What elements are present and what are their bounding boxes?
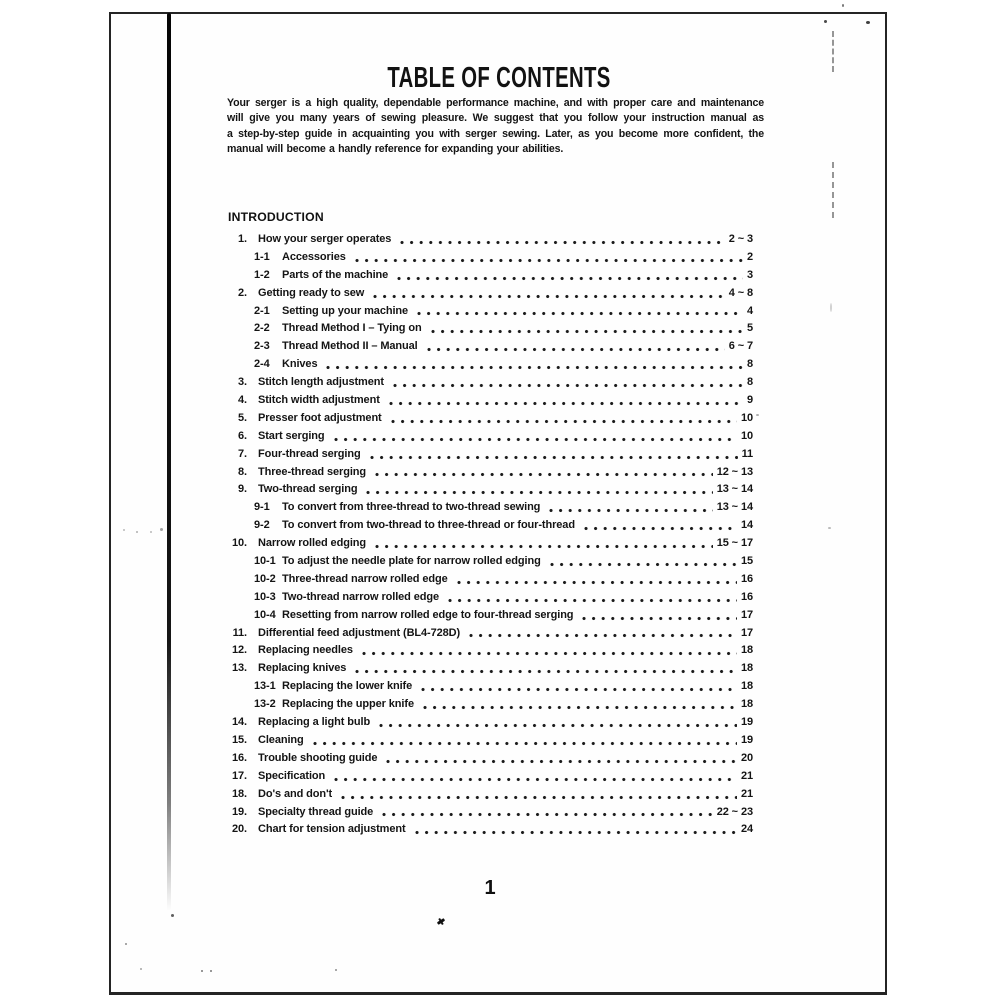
scan-speckle	[335, 969, 337, 971]
toc-entry	[218, 481, 753, 499]
scan-speckle	[150, 531, 152, 533]
dot-leader	[379, 723, 737, 728]
dot-leader	[550, 562, 737, 567]
toc-entry-number: 4.	[238, 394, 247, 407]
dot-leader	[355, 258, 743, 263]
toc-entry-title: Setting up your machine	[282, 304, 409, 317]
toc-entry-number: 10.	[232, 537, 247, 550]
toc-entry-title: Cleaning	[258, 733, 304, 746]
toc-entry-page: 4	[746, 304, 753, 317]
dot-leader	[421, 687, 737, 692]
dot-leader	[417, 311, 743, 316]
toc-entry-title: Replacing the upper knife	[282, 698, 414, 711]
dot-leader	[375, 472, 713, 477]
toc-entry-number: 19.	[232, 805, 247, 818]
toc-entry-number: 10-4	[254, 608, 276, 621]
toc-entry	[218, 499, 753, 517]
dot-leader	[334, 437, 737, 442]
dot-leader	[393, 383, 743, 388]
toc-entry-page: 24	[740, 823, 753, 836]
toc-entry-number: 11.	[232, 626, 247, 639]
toc-entry-title: Presser foot adjustment	[258, 411, 382, 424]
scan-speckle	[171, 914, 174, 917]
toc-entry-title: Replacing the lower knife	[282, 680, 413, 693]
section-heading: INTRODUCTION	[228, 210, 324, 225]
toc-entry-title: Accessories	[282, 250, 346, 263]
toc-entry	[218, 642, 753, 660]
toc-entry	[218, 517, 753, 535]
toc-entry-title: Replacing needles	[258, 644, 353, 657]
toc-entry	[218, 392, 753, 410]
toc-entry-title: Knives	[282, 358, 318, 371]
intro-paragraph	[227, 96, 764, 158]
toc-entry-page: 11	[741, 447, 753, 460]
scan-speckle	[123, 529, 125, 531]
dot-leader	[431, 329, 743, 334]
toc-entry-title: Specification	[258, 769, 326, 782]
toc-entry-number: 10-3	[254, 590, 276, 603]
toc-entry-title: Getting ready to sew	[258, 286, 365, 299]
toc-entry-page: 6 ~ 7	[728, 340, 753, 353]
scan-speckle	[830, 303, 832, 312]
toc-entry-title: Replacing knives	[258, 662, 347, 675]
toc-entry-title: Specialty thread guide	[258, 805, 374, 818]
toc-entry-title: Start serging	[258, 429, 325, 442]
dot-leader	[415, 830, 737, 835]
scan-gutter-line	[167, 13, 171, 911]
toc-entry-title: Resetting from narrow rolled edge to four-thread serging	[282, 608, 574, 621]
scan-speckle	[136, 531, 138, 533]
dot-leader	[400, 240, 724, 245]
toc-entry-title: Two-thread narrow rolled edge	[282, 590, 440, 603]
toc-entry-title: Thread Method II – Manual	[282, 340, 418, 353]
intro-line: a step-by-step guide in acquainting you with serger sewing. Later, as you become more confident, the	[227, 127, 764, 140]
toc-entry-page: 18	[740, 680, 753, 693]
intro-line: will give you many years of sewing pleasure. We suggest that you follow your instruction manual as	[227, 112, 764, 125]
dot-leader	[391, 419, 737, 424]
toc-entry-number: 12.	[232, 644, 247, 657]
toc-entry	[218, 625, 753, 643]
toc-entry-title: Four-thread serging	[258, 447, 361, 460]
toc-entry	[218, 303, 753, 321]
toc-entry-number: 3.	[238, 376, 247, 389]
toc-entry	[218, 231, 753, 249]
toc-entry-number: 15.	[232, 733, 247, 746]
toc-entry-number: 13-2	[254, 698, 276, 711]
toc-entry	[218, 750, 753, 768]
toc-entry-page: 10	[740, 429, 753, 442]
toc-entry-page: 14	[740, 519, 753, 532]
toc-entry-page: 15	[740, 555, 753, 568]
toc-entry-number: 5.	[238, 411, 247, 424]
toc-entry-number: 18.	[232, 787, 247, 800]
toc-entry-title: Parts of the machine	[282, 268, 389, 281]
toc-entry	[218, 374, 753, 392]
dot-leader	[549, 508, 712, 513]
toc-entry	[218, 410, 753, 428]
scan-speckle	[842, 4, 844, 7]
toc-entry	[218, 249, 753, 267]
toc-entry-number: 1-2	[254, 268, 270, 281]
toc-entry-number: 9-1	[254, 501, 270, 514]
dot-leader	[326, 365, 742, 370]
toc-entry-number: 2-3	[254, 340, 270, 353]
scan-speckle	[756, 414, 759, 416]
toc-entry-number: 6.	[238, 429, 247, 442]
toc-entry-page: 16	[740, 590, 753, 603]
toc-entry-page: 20	[740, 751, 753, 764]
toc-entry-page: 18	[740, 662, 753, 675]
toc-entry-number: 2-2	[254, 322, 270, 335]
toc-entry-number: 10-1	[254, 555, 276, 568]
toc-entry-page: 19	[740, 733, 753, 746]
dot-leader	[457, 580, 737, 585]
dot-leader	[469, 633, 737, 638]
toc-entry	[218, 464, 753, 482]
dot-leader	[427, 347, 725, 352]
toc-entry-number: 14.	[232, 716, 247, 729]
page-title: TABLE OF CONTENTS	[387, 62, 611, 95]
toc-entry-page: 4 ~ 8	[728, 286, 753, 299]
toc-entry	[218, 320, 753, 338]
toc-entry	[218, 660, 753, 678]
toc-entry-page: 13 ~ 14	[716, 501, 753, 514]
dot-leader	[386, 759, 737, 764]
toc-entry-number: 10-2	[254, 572, 276, 585]
toc-entry-number: 7.	[238, 447, 247, 460]
toc-entry-number: 1-1	[254, 250, 270, 263]
dot-leader	[341, 795, 737, 800]
toc-entry-title: Narrow rolled edging	[258, 537, 367, 550]
toc-entry-title: To convert from three-thread to two-thread sewing	[282, 501, 541, 514]
toc-entry-number: 9.	[238, 483, 247, 496]
toc-entry-page: 2	[746, 250, 753, 263]
toc-entry-page: 10	[740, 411, 753, 424]
toc-entry-number: 2-1	[254, 304, 270, 317]
toc-entry-title: Differential feed adjustment (BL4-728D)	[258, 626, 461, 639]
toc-entry-number: 1.	[238, 233, 247, 245]
toc-entry	[218, 338, 753, 356]
dot-leader	[366, 490, 712, 495]
toc-entry-title: Stitch width adjustment	[258, 394, 380, 407]
toc-entry	[218, 589, 753, 607]
toc-entry-title: Trouble shooting guide	[258, 751, 378, 764]
toc-entry-title: Three-thread serging	[258, 465, 367, 478]
scan-speckle	[201, 970, 203, 972]
toc-entry-page: 8	[746, 376, 753, 389]
toc-entry	[218, 786, 753, 804]
toc-entry-title: To adjust the needle plate for narrow rolled edging	[282, 555, 541, 568]
toc-entry-page: 18	[740, 644, 753, 657]
toc-entry-number: 2.	[238, 286, 247, 299]
toc-entry	[218, 696, 753, 714]
toc-entry	[218, 571, 753, 589]
scan-speckle	[828, 527, 831, 529]
toc-entry	[218, 732, 753, 750]
toc-entry-page: 18	[740, 698, 753, 711]
dot-leader	[362, 651, 737, 656]
toc-entry	[218, 535, 753, 553]
dot-leader	[389, 401, 743, 406]
toc-entry	[218, 553, 753, 571]
dot-leader	[382, 812, 713, 817]
toc-entry-title: Chart for tension adjustment	[258, 823, 406, 836]
dot-leader	[334, 777, 737, 782]
page-number: 1	[484, 877, 496, 899]
dot-leader	[313, 741, 737, 746]
table-of-contents	[218, 231, 753, 839]
toc-entry-page: 5	[746, 322, 753, 335]
toc-entry-title: Stitch length adjustment	[258, 376, 384, 389]
toc-entry	[218, 714, 753, 732]
scan-dash-mark	[832, 31, 834, 72]
scan-speckle	[140, 968, 142, 970]
toc-entry-page: 17	[740, 608, 753, 621]
toc-entry-page: 15 ~ 17	[716, 537, 753, 550]
intro-line: Your serger is a high quality, dependable performance machine, and with proper care and maintenance	[227, 97, 764, 109]
scan-speckle	[125, 943, 127, 945]
dot-leader	[448, 598, 737, 603]
toc-entry-number: 20.	[232, 823, 247, 836]
toc-entry-page: 16	[740, 572, 753, 585]
toc-entry-title: To convert from two-thread to three-thread or four-thread	[282, 519, 575, 532]
dot-leader	[375, 544, 713, 549]
toc-entry-page: 22 ~ 23	[716, 805, 753, 818]
toc-entry-number: 13.	[232, 662, 247, 675]
toc-entry-title: Three-thread narrow rolled edge	[282, 572, 448, 585]
dot-leader	[582, 616, 737, 621]
toc-entry-page: 17	[740, 626, 753, 639]
scan-speckle	[866, 21, 870, 24]
toc-entry-page: 12 ~ 13	[716, 465, 753, 478]
toc-entry-page: 21	[740, 769, 753, 782]
toc-entry	[218, 768, 753, 786]
scan-speckle	[210, 970, 212, 972]
scan-speckle	[824, 20, 827, 23]
toc-entry-page: 8	[746, 358, 753, 371]
toc-entry-number: 16.	[232, 751, 247, 764]
toc-entry	[218, 285, 753, 303]
toc-entry	[218, 607, 753, 625]
dot-leader	[370, 455, 738, 460]
toc-entry-page: 19	[740, 716, 753, 729]
dot-leader	[373, 294, 725, 299]
toc-entry-title: Do's and don't	[258, 787, 333, 800]
dot-leader	[397, 276, 743, 281]
toc-entry	[218, 267, 753, 285]
dot-leader	[423, 705, 737, 710]
toc-entry-number: 9-2	[254, 519, 270, 532]
toc-entry	[218, 428, 753, 446]
toc-entry-number: 8.	[238, 465, 247, 478]
toc-entry	[218, 446, 753, 464]
toc-entry-page: 21	[740, 787, 753, 800]
toc-entry	[218, 804, 753, 822]
dot-leader	[584, 526, 737, 531]
toc-entry-page: 3	[746, 268, 753, 281]
toc-entry	[218, 356, 753, 374]
toc-entry-title: How your serger operates	[258, 233, 392, 245]
intro-line: manual will become a handly reference for expanding your abilities.	[227, 143, 564, 156]
toc-entry-title: Replacing a light bulb	[258, 716, 371, 729]
toc-entry-number: 2-4	[254, 358, 270, 371]
dot-leader	[355, 669, 737, 674]
scan-dash-mark	[832, 162, 834, 218]
toc-entry-number: 17.	[232, 769, 247, 782]
toc-entry-page: 2 ~ 3	[728, 233, 753, 245]
scan-speckle	[160, 528, 163, 531]
toc-entry-title: Thread Method I – Tying on	[282, 322, 422, 335]
toc-entry-page: 9	[746, 394, 753, 407]
toc-entry-number: 13-1	[254, 680, 276, 693]
toc-entry	[218, 821, 753, 839]
toc-entry	[218, 678, 753, 696]
toc-entry-title: Two-thread serging	[258, 483, 358, 496]
toc-entry-page: 13 ~ 14	[716, 483, 753, 496]
